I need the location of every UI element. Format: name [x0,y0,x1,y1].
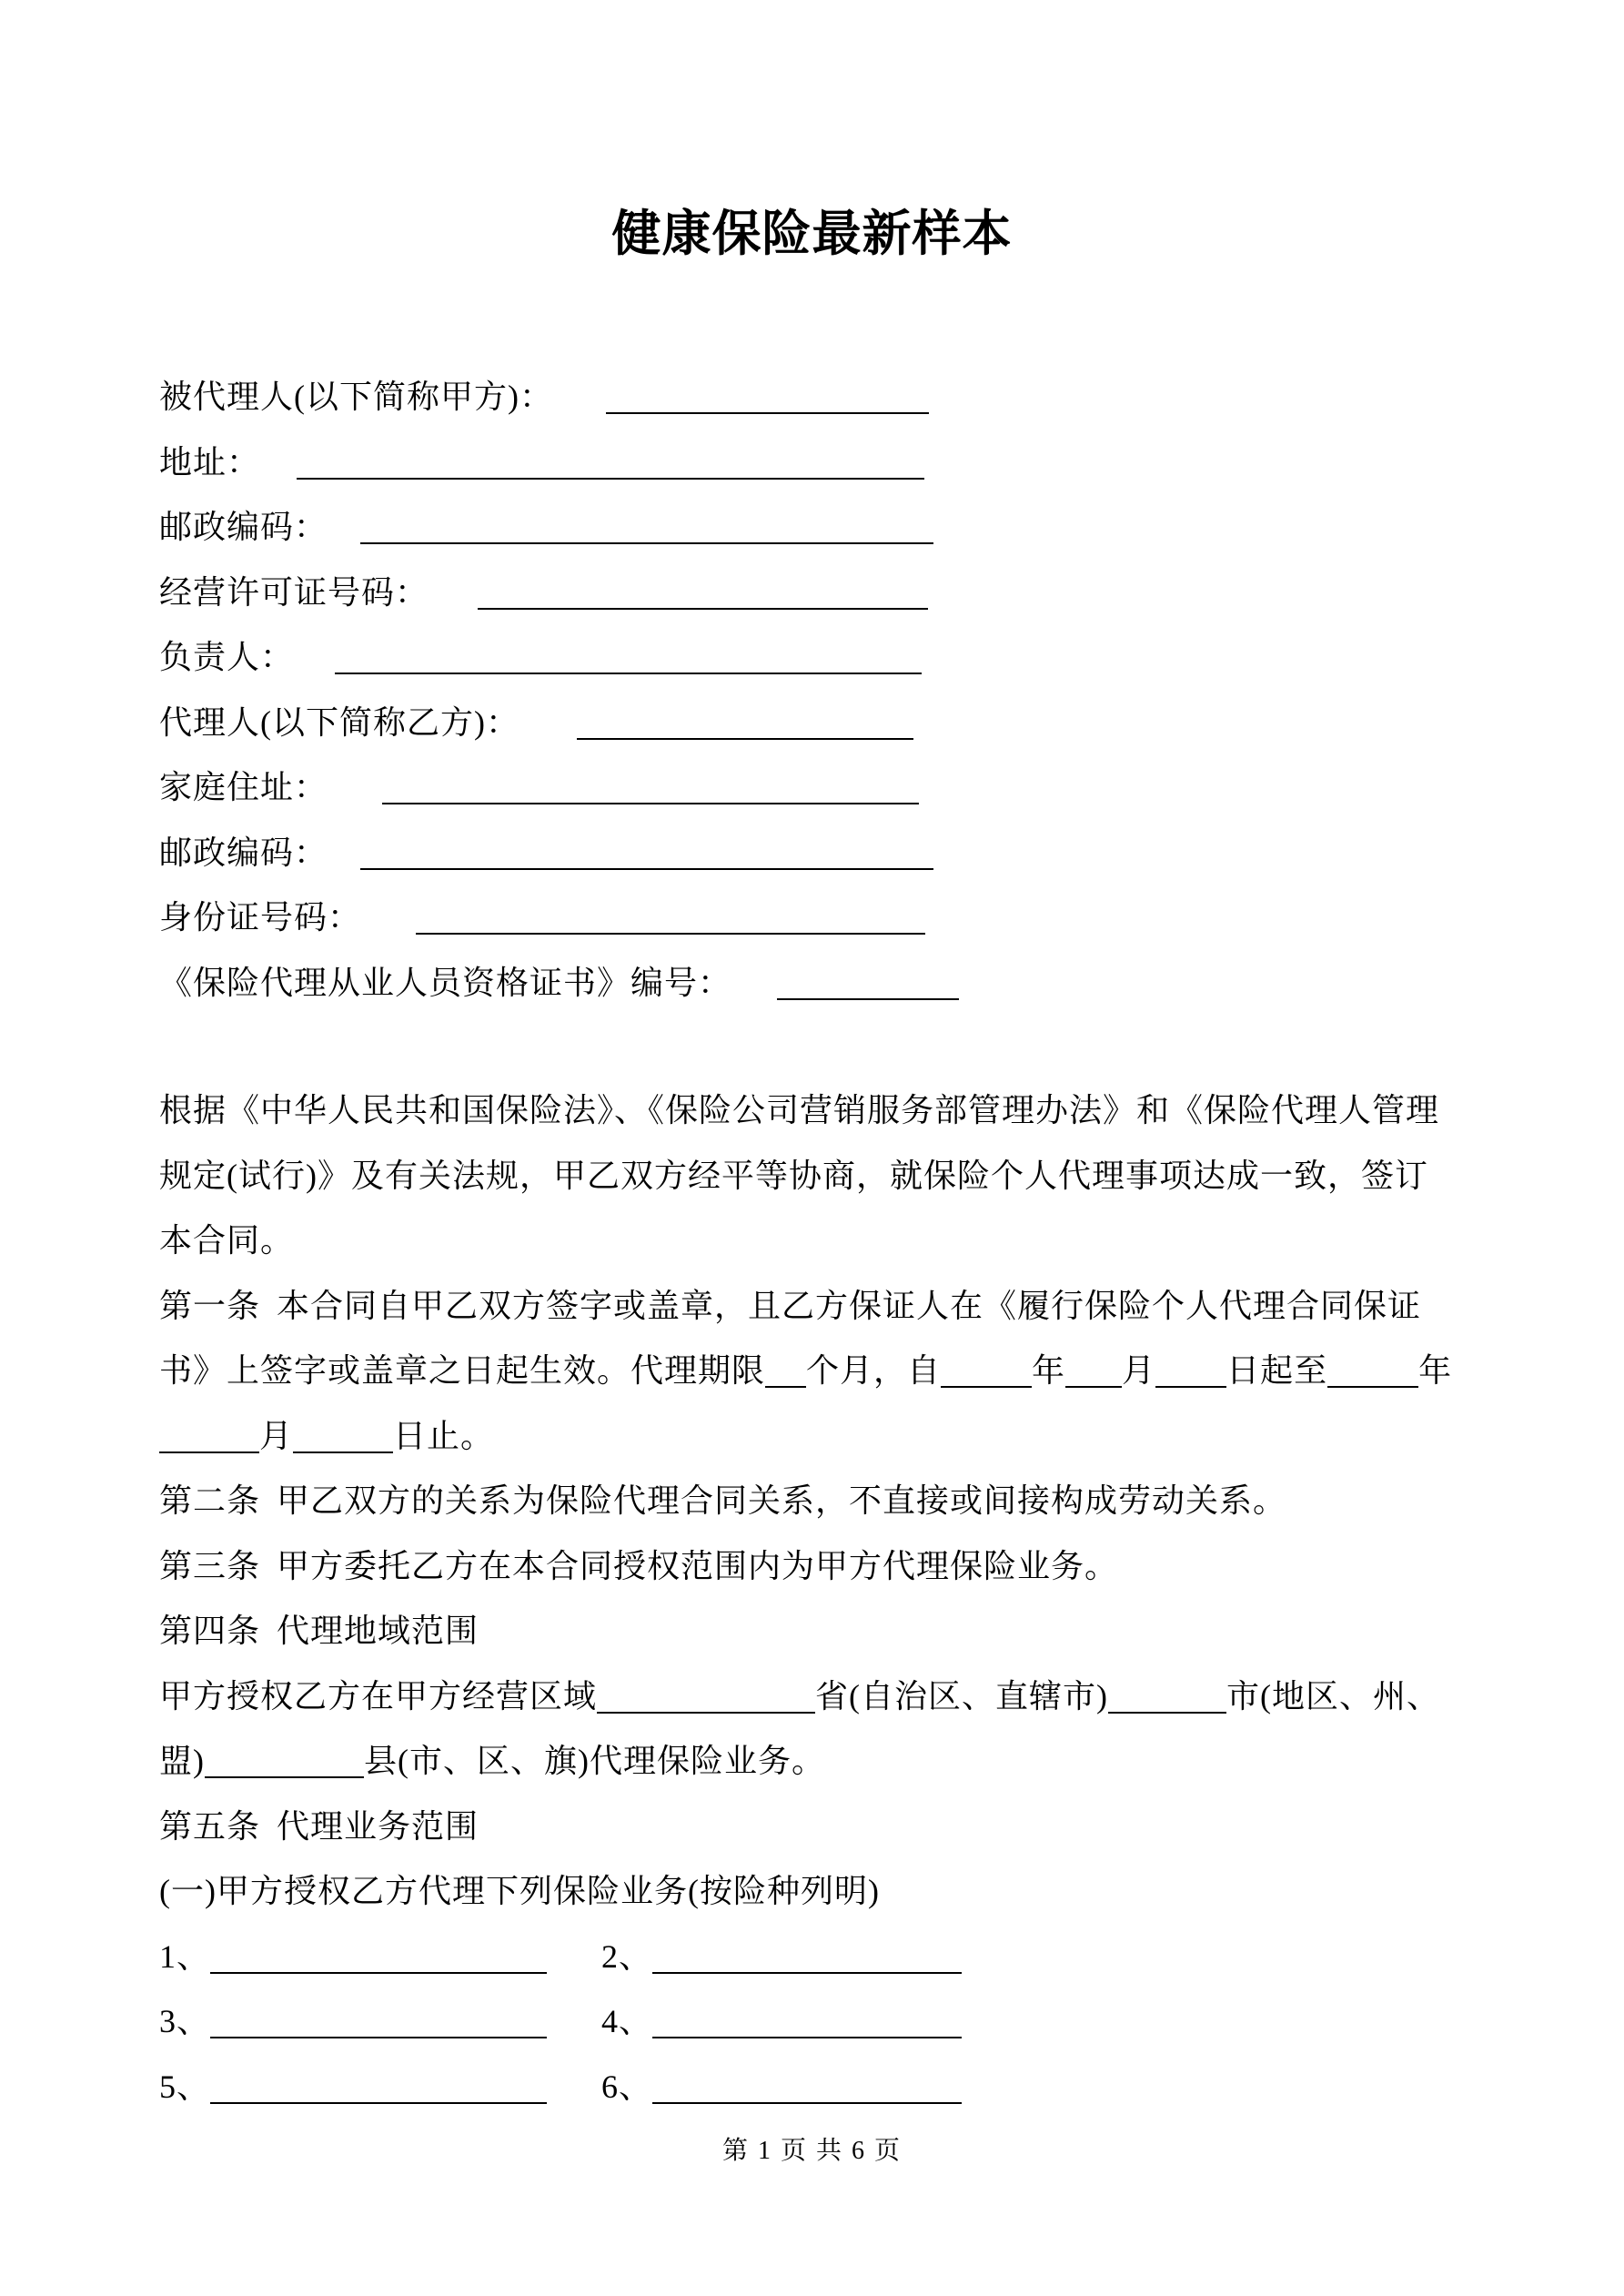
blank-underline [478,608,928,610]
spacer [260,472,297,473]
text-run: 第五条 [159,1807,261,1845]
blank-underline [293,1451,393,1453]
field-label: 代理人(以下简称乙方)： [159,703,519,741]
form-field-row [159,365,1465,430]
blank-underline [652,2037,962,2038]
blank-underline [360,868,933,870]
paragraph-line [159,1078,1465,1144]
blank-underline [335,673,922,674]
blank-underline [597,1712,815,1714]
spacer [553,407,606,408]
spacer [260,1836,277,1837]
spacer [731,993,777,994]
text-run: 甲方授权乙方在甲方经营区域 [159,1677,598,1714]
blank-underline [577,738,913,740]
text-run: 年 [1032,1352,1066,1389]
text-run: 规定(试行)》及有关法规，甲乙双方经平等协商，就保险个人代理事项达成一致，签订 [159,1157,1428,1194]
paragraph-line [159,1729,1465,1795]
text-run: 根据《中华人民共和国保险法》、《保险公司营销服务部管理办法》和《保险代理人管理 [159,1092,1440,1128]
blank-underline [159,1451,259,1453]
blank-underline [652,1972,962,1974]
text-run: 甲方委托乙方在本合同授权范围内为甲方代理保险业务。 [277,1547,1119,1584]
paragraph-line [159,1859,1465,1925]
blank-underline [777,998,959,1000]
spacer [547,2097,601,2098]
spacer [294,667,335,668]
text-run: 月 [259,1417,294,1454]
paragraph-line [159,1664,1465,1730]
text-run: 6、 [601,2068,653,2105]
form-field-row [159,885,1465,951]
blank-underline [941,1386,1032,1388]
form-field-row [159,561,1465,626]
spacer [328,537,360,538]
field-label: 家庭住址： [159,769,328,805]
blank-underline [416,933,925,935]
contract-body-section [159,1078,1465,2119]
text-run: 日起至 [1226,1352,1328,1389]
blank-underline [1327,1386,1418,1388]
paragraph-line [159,1795,1465,1860]
text-run: 盟) [159,1743,205,1779]
text-run: 书》上签字或盖章之日起生效。代理期限 [159,1352,766,1389]
form-field-row [159,755,1465,821]
text-run: 3、 [159,2003,211,2039]
blank-underline [382,803,919,804]
text-run: 本合同自甲乙双方签字或盖章，且乙方保证人在《履行保险个人代理合同保证 [277,1287,1422,1324]
blank-underline [297,478,924,480]
text-run: 4、 [601,2003,653,2039]
text-run: 市(地区、州、 [1226,1677,1440,1714]
blank-underline [652,2102,962,2104]
form-fields-section [159,365,1465,1016]
field-label: 负责人： [159,639,295,675]
text-run: 2、 [601,1937,653,1975]
blank-underline [210,2037,547,2038]
text-run: 代理业务范围 [277,1807,479,1845]
text-run: 第三条 [159,1547,261,1584]
text-run: 县(市、区、旗)代理保险业务。 [364,1743,825,1779]
blank-underline [1108,1712,1226,1714]
blank-underline [765,1386,806,1388]
spacer [328,797,382,798]
paragraph-line [159,1404,1465,1470]
text-run: 第二条 [159,1482,261,1519]
spacer [260,1511,277,1512]
field-label: 地址： [159,443,261,480]
text-run: 个月，自 [806,1352,942,1389]
text-run: 年 [1418,1352,1453,1389]
blank-underline [606,412,929,414]
paragraph-line [159,1274,1465,1340]
document-title: 健康保险最新样本 [611,207,1013,261]
text-run: 日止。 [393,1417,495,1454]
paragraph-line [159,1599,1465,1664]
paragraph-line [159,1925,1465,1990]
blank-underline [1155,1386,1226,1388]
paragraph-line [159,1144,1465,1209]
field-label: 邮政编码： [159,834,328,871]
blank-underline [1065,1386,1122,1388]
text-run: (一)甲方授权乙方代理下列保险业务(按险种列明) [159,1873,880,1909]
paragraph-line [159,1469,1465,1534]
form-field-row [159,691,1465,756]
form-field-row [159,821,1465,886]
text-run: 第四条 [159,1613,261,1649]
form-field-row [159,495,1465,561]
text-run: 1、 [159,1937,211,1975]
text-run: 代理地域范围 [277,1613,479,1649]
field-label: 邮政编码： [159,509,328,545]
blank-underline [360,542,933,544]
text-run: 月 [1122,1352,1156,1389]
form-field-row [159,951,1465,1017]
text-run: 第一条 [159,1287,261,1324]
paragraph-line [159,1989,1465,2055]
paragraph-line [159,1534,1465,1600]
field-label: 身份证号码： [159,899,362,936]
spacer [328,863,360,864]
paragraph-line [159,2055,1465,2120]
field-label: 《保险代理从业人员资格证书》编号： [159,964,732,1001]
page-number-footer: 第 1 页 共 6 页 [721,2137,902,2165]
blank-underline [210,2102,547,2104]
paragraph-line [159,1339,1465,1404]
field-label: 被代理人(以下简称甲方)： [159,379,553,415]
spacer [260,1316,277,1317]
paragraph-line [159,1209,1465,1274]
form-field-row [159,430,1465,496]
spacer [361,927,416,928]
spacer [547,2031,601,2032]
form-field-row [159,625,1465,691]
blank-underline [205,1776,364,1778]
text-run: 5、 [159,2068,211,2105]
spacer [429,602,478,603]
text-run: 省(自治区、直辖市) [815,1677,1108,1714]
text-run: 本合同。 [159,1222,295,1259]
field-label: 经营许可证号码： [159,573,429,611]
spacer [260,1576,277,1577]
blank-underline [210,1972,547,1974]
text-run: 甲乙双方的关系为保险代理合同关系，不直接或间接构成劳动关系。 [277,1482,1287,1519]
spacer [260,1641,277,1642]
